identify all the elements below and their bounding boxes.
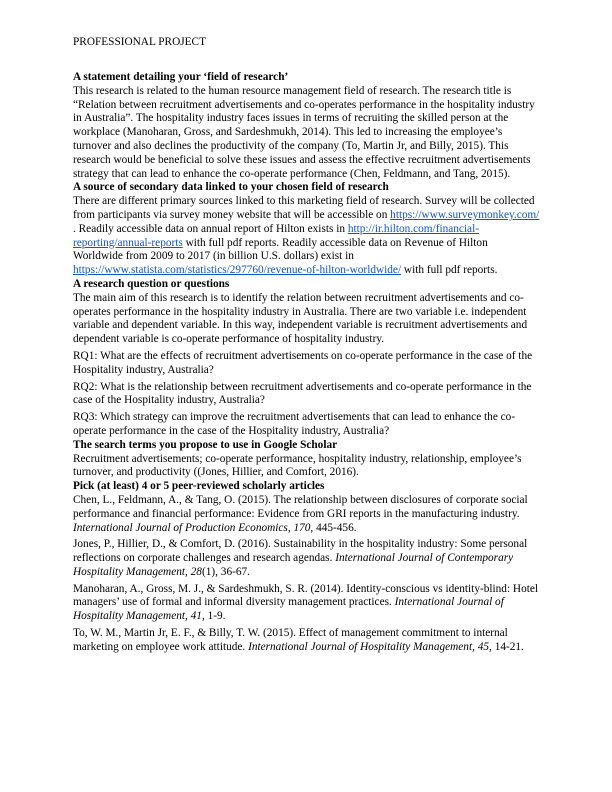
reference-item [73,627,540,655]
section-paragraph-search-terms: Recruitment advertisements; co-operate performance, hospitality industry, relationship, employee’s turnover, and productivity ((Jones, Hillier, and Comfort, 2016). [73,452,522,479]
reference-text: To, W. M., Martin Jr, E. F., & Billy, T. W. (2015). Effect of management commitment to internal marketing on employee work attitude. [73,627,508,653]
reference-tail: 445-456. [313,521,357,534]
reference-journal: International Journal of Production Economics, 170, [73,521,314,534]
text-run: There are different primary sources linked to this marketing field of research. Survey will be collected from participants via survey money website that will be accessible on [73,195,535,221]
section-heading-field: A statement detailing your ‘field of research’ [73,71,289,83]
page-header: PROFESSIONAL PROJECT [73,36,206,48]
section-heading-research-questions: A research question or questions [73,277,230,290]
section-heading-search-terms: The search terms you propose to use in Google Scholar [73,438,338,451]
reference-text: Jones, P., Hillier, D., & Comfort, D. (2016). Sustainability in the hospitality industry: Some personal reflections on corporate challenges and research agendas. [73,538,528,565]
reference-tail: (1), 36-67. [201,565,250,578]
research-question-3: RQ3: Which strategy can improve the recruitment advertisements that can lead to enhance the co-operate performance in the case of the Hospitality industry, Australia? [73,411,516,437]
reference-text: Chen, L., Feldmann, A., & Tang, O. (2015). The relationship between disclosures of corporate social performance and financial performance: Evidence from GRI reports in the manufacturing industry. [73,493,528,520]
section-paragraph-secondary-data [73,195,540,278]
reference-text: Manoharan, A., Gross, M. J., & Sardeshmukh, S. R. (2014). Identity-conscious vs identity-blind: Hotel managers’ use of formal and informal diversity management practices. [73,582,539,609]
surveymonkey-link[interactable]: https://www.surveymonkey.com/ [390,208,540,221]
reference-journal: International Journal of Contemporary Hospitality Management, 28 [73,552,514,578]
reference-item [73,494,540,535]
research-question-2: RQ2: What is the relationship between recruitment advertisements and co-operate performance in the case of the Hospitality industry, Australia? [73,380,532,407]
reference-journal: International Journal of Hospitality Management, 45, [248,640,492,653]
reference-list [73,494,540,655]
section-paragraph-research-aim: The main aim of this research is to identify the relation between recruitment advertisements and co-operates performance in the hospitality industry in Australia. There are two variable i.e. independent variable and dependent variable. In this way, independent variable is recruitment advertisements and dependent variable is co-operate performance of hospitality industry. [73,291,528,346]
section-paragraph-field: This research is related to the human resource management field of research. The research title is “Relation between recruitment advertisements and co-operates performance in the hospitality industry in Australia”. The hospitality industry faces issues in terms of recruiting the skilled person at the workplace (Manoharan, Gross, and Sardeshmukh, 2014). This led to increasing the employee’s turnover and also declines the productivity of the company (To, Martin Jr, and Billy, 2015). This research would be beneficial to solve these issues and assess the effective recruitment advertisements strategy that can lead to enhance the co-operate performance (Chen, Feldmann, and Tang, 2015). [73,84,535,180]
text-run: with full pdf reports. Readily accessible data on Revenue of Hilton Worldwide from 2009 to 2017 (in billion U.S. dollars) exist in [73,236,488,263]
statista-link[interactable]: https://www.statista.com/statistics/297760/revenue-of-hilton-worldwide/ [73,264,402,277]
reference-item [73,583,540,624]
section-heading-secondary-data: A source of secondary data linked to your chosen field of research [73,181,389,194]
reference-tail: 14-21. [491,640,524,653]
research-question-1: RQ1: What are the effects of recruitment advertisements on co-operate performance in the case of the Hospitality industry, Australia? [73,349,533,376]
text-run: . Readily accessible data on annual report of Hilton exists in [73,222,348,235]
reference-tail: 1-9. [204,610,226,623]
hilton-annual-reports-link[interactable]: http://ir.hilton.com/financial-reporting/annual-reports [73,222,479,249]
reference-journal: International Journal of Hospitality Management, 41, [73,596,504,623]
text-run: with full pdf reports. [401,264,498,277]
reference-item [73,538,540,579]
document-body [73,71,540,658]
section-heading-articles: Pick (at least) 4 or 5 peer-reviewed scholarly articles [73,480,325,493]
